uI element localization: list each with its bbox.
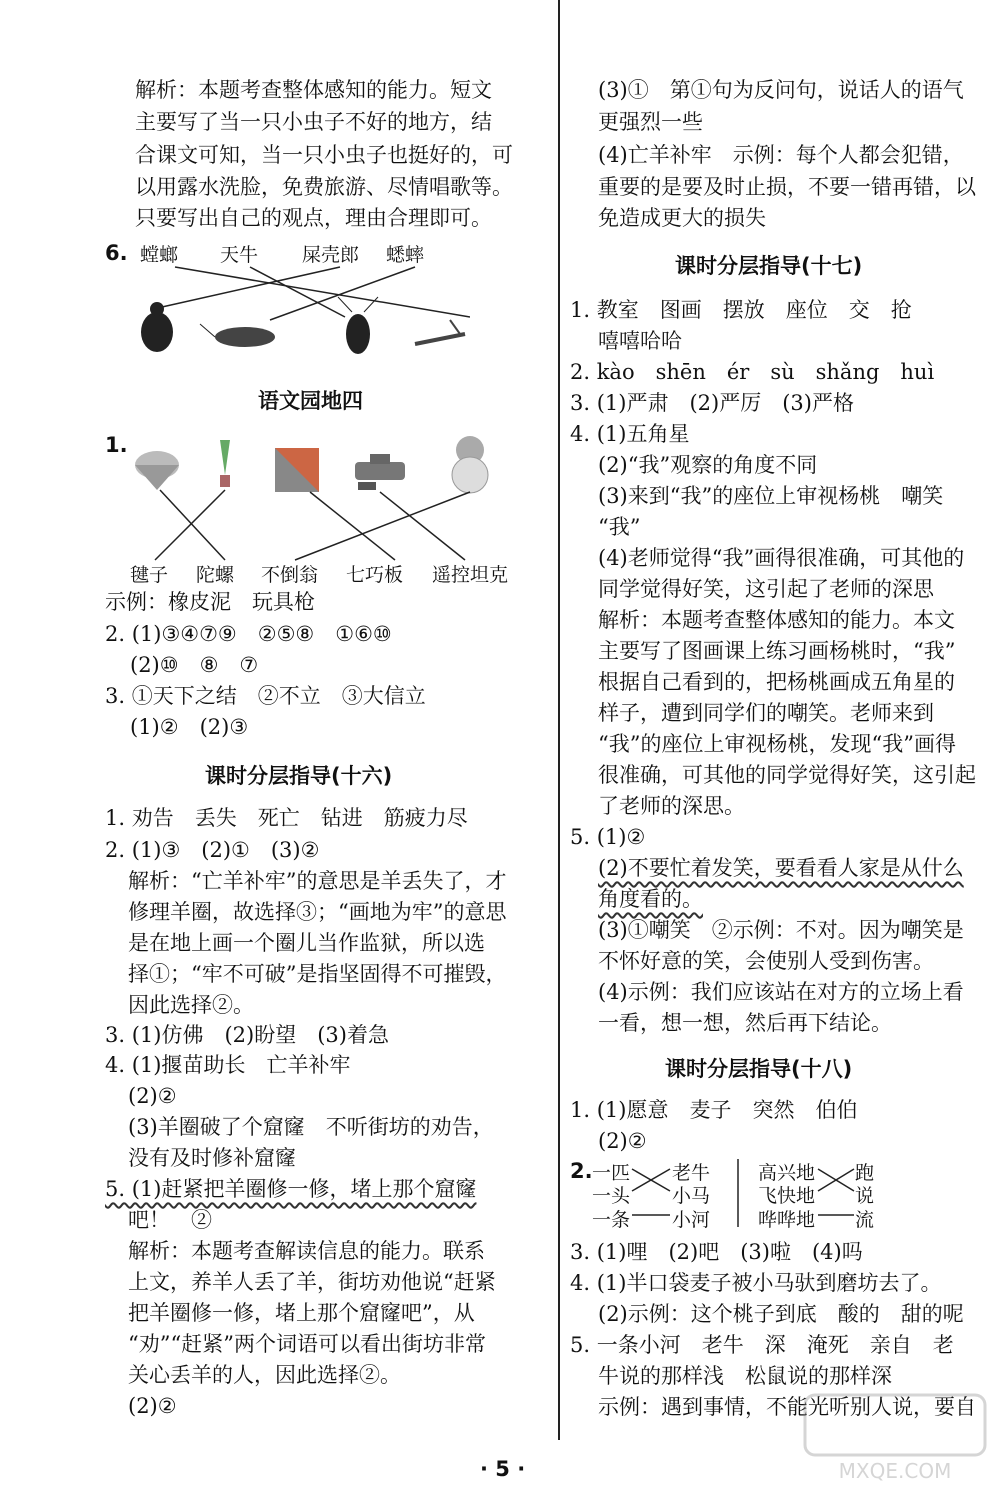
text-line: (2)② <box>128 1084 177 1108</box>
tumbler-doll-icon <box>452 436 488 493</box>
text-line: 免造成更大的损失 <box>598 206 766 230</box>
section-heading: 课时分层指导(十八) <box>665 1057 853 1081</box>
match-item: 小河 <box>672 1209 711 1231</box>
section-heading: 课时分层指导(十六) <box>205 764 393 788</box>
text-line: 吧！ ② <box>128 1208 212 1232</box>
insect-label: 天牛 <box>220 244 259 266</box>
text-line: 主要写了当一只小虫子不好的地方，结 <box>135 110 492 134</box>
text-line: (1)② (2)③ <box>130 715 249 739</box>
text-line: (3)① 第①句为反问句，说话人的语气 <box>598 78 964 102</box>
text-line: 5. (1)赶紧把羊圈修一修，堵上那个窟窿 <box>105 1177 477 1201</box>
text-line: (4)老师觉得“我”画得很准确，可其他的 <box>598 546 965 570</box>
text-line: (4)亡羊补牢 示例：每个人都会犯错， <box>598 143 964 167</box>
text-line: 1. (1)愿意 麦子 突然 伯伯 <box>570 1098 858 1122</box>
text-line: 牛说的那样浅 松鼠说的那样深 <box>598 1364 892 1388</box>
text-line: (3)来到“我”的座位上审视杨桃 嘲笑 <box>598 484 944 508</box>
match-item: 哗哗地 <box>758 1209 816 1231</box>
text-line: 没有及时修补窟窿 <box>128 1146 296 1170</box>
text-line: 因此选择②。 <box>128 993 254 1017</box>
text-line: 2. kào shēn ér sù shǎng huì <box>570 360 935 384</box>
text-line: 关心丢羊的人，因此选择②。 <box>128 1363 401 1387</box>
text-line: 把羊圈修一修，堵上那个窟窿吧”，从 <box>128 1301 475 1325</box>
section-heading: 语文园地四 <box>258 389 363 413</box>
text-line: “劝”“赶紧”两个词语可以看出街坊非常 <box>128 1332 486 1356</box>
text-line: (2)示例：这个桃子到底 酸的 甜的呢 <box>598 1302 964 1326</box>
text-line: 解析：“亡羊补牢”的意思是羊丢失了，才 <box>128 869 507 893</box>
text-line: 合课文可知，当一只小虫子也挺好的，可 <box>135 143 513 167</box>
text-line: 2. (1)③ (2)① (3)② <box>105 838 320 862</box>
svg-text:MXQE.COM: MXQE.COM <box>838 1459 952 1483</box>
text-line: (3)①嘲笑 ②示例：不对。因为嘲笑是 <box>598 918 964 942</box>
tangram-icon <box>275 448 319 492</box>
text-line: (2)不要忙着发笑，要看看人家是从什么 <box>598 856 964 880</box>
match-item: 说 <box>855 1185 875 1207</box>
text-line: (3)羊圈破了个窟窿 不听街坊的劝告， <box>128 1115 494 1139</box>
text-line: 4. (1)五角星 <box>570 422 690 446</box>
spinning-top-icon <box>135 451 179 490</box>
text-line: (2)② <box>598 1129 647 1153</box>
text-line: “我” <box>598 515 641 539</box>
toy-matching-figure <box>130 430 520 570</box>
text-line: 3. (1)哩 (2)吧 (3)啦 (4)吗 <box>570 1240 863 1264</box>
match-item: 飞快地 <box>758 1185 816 1207</box>
match-item: 流 <box>855 1209 875 1231</box>
insect-label: 蟋蟀 <box>386 244 425 266</box>
text-line: 解析：本题考查整体感知的能力。短文 <box>135 78 492 102</box>
shuttlecock-icon <box>220 440 230 487</box>
text-line: 解析：本题考查解读信息的能力。联系 <box>128 1239 485 1263</box>
text-line: 主要写了图画课上练习画杨桃时，“我” <box>598 639 956 663</box>
text-line: 根据自己看到的，把杨桃画成五角星的 <box>598 670 955 694</box>
question-number: 2. <box>570 1159 593 1183</box>
question-number: 1. <box>105 433 128 457</box>
text-line: 更强烈一些 <box>598 110 703 134</box>
text-line: 了老师的深思。 <box>598 794 745 818</box>
match-item: 一条 <box>592 1209 631 1231</box>
text-line: 2. (1)③④⑦⑨ ②⑤⑧ ①⑥⑩ <box>105 622 392 646</box>
text-line: 1. 劝告 丢失 死亡 钻进 筋疲力尽 <box>105 806 468 830</box>
text-line: 择①；“牢不可破”是指坚固得不可摧毁， <box>128 962 507 986</box>
text-line: 只要写出自己的观点，理由合理即可。 <box>135 206 492 230</box>
insect-matching-figure <box>130 262 470 362</box>
insect-label: 螳螂 <box>140 244 179 266</box>
text-line: 以用露水洗脸，免费旅游、尽情唱歌等。 <box>135 175 513 199</box>
toy-label: 七巧板 <box>346 564 404 586</box>
match-item: 一头 <box>592 1185 631 1207</box>
text-line: 修理羊圈，故选择③；“画地为牢”的意思 <box>128 900 507 924</box>
text-line: 同学觉得好笑，这引起了老师的深思 <box>598 577 934 601</box>
text-line: 示例：遇到事情，不能光听别人说，要自 <box>598 1395 976 1419</box>
text-line: 5. 一条小河 老牛 深 淹死 亲自 老 <box>570 1333 954 1357</box>
text-line: 样子，遭到同学们的嘲笑。老师来到 <box>598 701 934 725</box>
insect-label: 屎壳郎 <box>302 244 360 266</box>
match-item: 高兴地 <box>758 1162 816 1184</box>
column-divider <box>558 0 560 1440</box>
text-line: 5. (1)② <box>570 825 646 849</box>
text-line: 3. ①天下之结 ②不立 ③大信立 <box>105 684 426 708</box>
toy-tank-icon <box>355 454 405 490</box>
text-line: 重要的是要及时止损，不要一错再错，以 <box>598 175 976 199</box>
text-line: 1. 教室 图画 摆放 座位 交 抢 <box>570 298 912 322</box>
text-line: (4)示例：我们应该站在对方的立场上看 <box>598 980 964 1004</box>
text-line: 很准确，可其他的同学觉得好笑，这引起 <box>598 763 976 787</box>
question-number: 6. <box>105 241 128 265</box>
match-item: 老牛 <box>672 1162 711 1184</box>
text-line: 3. (1)严肃 (2)严厉 (3)严格 <box>570 391 854 415</box>
longhorn-beetle-icon <box>338 297 378 354</box>
text-line: 是在地上画一个圈儿当作监狱，所以选 <box>128 931 485 955</box>
toy-label: 陀螺 <box>196 564 235 586</box>
text-line: 一看，想一想，然后再下结论。 <box>598 1011 892 1035</box>
match-item: 跑 <box>855 1162 875 1184</box>
page-number: · 5 · <box>480 1457 526 1481</box>
text-line: (2)“我”观察的角度不同 <box>598 453 818 477</box>
text-line: 嘻嘻哈哈 <box>598 329 682 353</box>
mantis-icon <box>415 320 465 344</box>
text-line: 解析：本题考查整体感知的能力。本文 <box>598 608 955 632</box>
text-line: 角度看的。 <box>598 887 703 911</box>
section-heading: 课时分层指导(十七) <box>675 254 863 278</box>
text-line: (2)⑩ ⑧ ⑦ <box>130 653 259 677</box>
text-line: (2)② <box>128 1394 177 1418</box>
toy-label: 遥控坦克 <box>432 564 509 586</box>
watermark-logo <box>800 1390 990 1490</box>
text-line: 上文，养羊人丢了羊，街坊劝他说“赶紧 <box>128 1270 496 1294</box>
text-line: 4. (1)半口袋麦子被小马驮到磨坊去了。 <box>570 1271 942 1295</box>
text-line: 示例：橡皮泥 玩具枪 <box>105 590 315 614</box>
text-line: 不怀好意的笑，会使别人受到伤害。 <box>598 949 934 973</box>
toy-label: 不倒翁 <box>261 564 319 586</box>
dung-beetle-icon <box>141 302 173 352</box>
text-line: “我”的座位上审视杨桃，发现“我”画得 <box>598 732 956 756</box>
text-line: 3. (1)仿佛 (2)盼望 (3)着急 <box>105 1023 389 1047</box>
cricket-icon <box>200 324 275 347</box>
match-item: 一匹 <box>592 1162 631 1184</box>
text-line: 4. (1)揠苗助长 亡羊补牢 <box>105 1053 351 1077</box>
match-item: 小马 <box>672 1185 711 1207</box>
word-matching-lines <box>570 1155 890 1235</box>
toy-label: 毽子 <box>130 564 169 586</box>
